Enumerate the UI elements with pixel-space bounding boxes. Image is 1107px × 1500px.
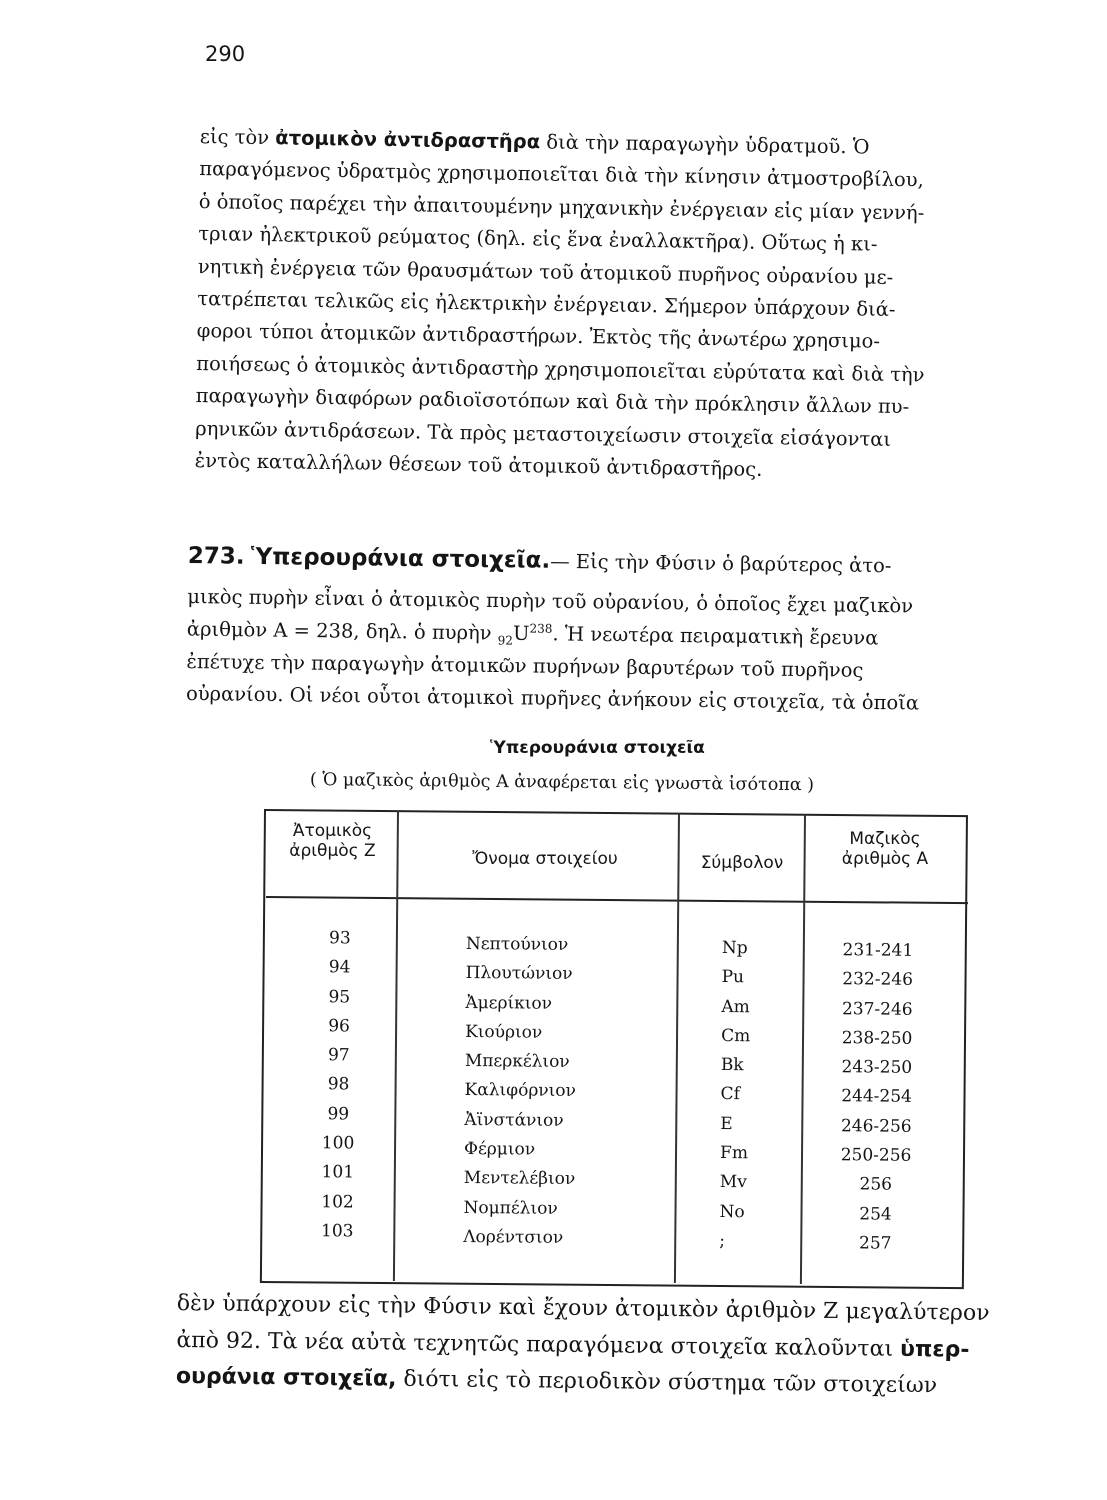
cell-name: Πλουτώνιον xyxy=(465,963,573,985)
cell-name: Μεντελέβιον xyxy=(463,1168,576,1190)
cell-symbol: Bk xyxy=(720,1055,744,1076)
text-line: ἀπὸ 92. Τὰ νέα αὐτὰ τεχνητῶς παραγόμενα στοιχεῖα καλοῦνται ὑπερ- xyxy=(176,1327,970,1363)
text-line: ἀριθμὸν Α = 238, δηλ. ὁ πυρὴν $_{92}U^{238}$. Ἡ νεωτέρα πειραματικὴ ἔρευνα xyxy=(186,617,879,650)
cell-symbol: Pu xyxy=(721,967,745,988)
section-transuranium xyxy=(186,544,921,725)
cell-name: Νομπέλιον xyxy=(463,1197,558,1219)
table-title: Ὑπερουράνια στοιχεῖα xyxy=(490,738,705,758)
cell-z: 97 xyxy=(327,1045,350,1066)
text-line: εἰς τὸν ἀτομικὸν ἀντιδραστῆρα διὰ τὴν παραγωγὴν ὑδρατμοῦ. Ὁ xyxy=(199,125,870,159)
cell-mass: 244-254 xyxy=(841,1086,912,1108)
cell-mass: 254 xyxy=(859,1204,892,1225)
text-line: οὐρανίου. Οἱ νέοι οὗτοι ἀτομικοὶ πυρῆνες ἀνήκουν εἰς στοιχεῖα, τὰ ὁποῖα xyxy=(185,682,920,715)
table-subtitle: ( Ὁ μαζικὸς ἀριθμὸς Α ἀναφέρεται εἰς γνωστὰ ἰσότοπα ) xyxy=(309,770,815,796)
cell-z: 95 xyxy=(328,986,351,1008)
cell-symbol: Cf xyxy=(720,1084,740,1105)
text-line: μικὸς πυρὴν εἶναι ὁ ἀτομικὸς πυρὴν τοῦ οὐρανίου, ὁ ὁποῖος ἔχει μαζικὸν xyxy=(187,584,914,618)
cell-symbol: ; xyxy=(719,1230,726,1252)
cell-mass: 237-246 xyxy=(841,998,913,1020)
cell-symbol: Np xyxy=(721,937,748,959)
bold-term: ουράνια στοιχεῖα, xyxy=(175,1363,397,1392)
text-line: τριαν ἠλεκτρικοῦ ρεύματος (δηλ. εἰς ἕνα ἐναλλακτῆρα). Οὕτως ἡ κι- xyxy=(198,222,878,256)
section-number: 273. xyxy=(187,543,245,570)
cell-z: 99 xyxy=(327,1104,350,1125)
text-line: ποιήσεως ὁ ἀτομικὸς ἀντιδραστὴρ χρησιμοποιεῖται εὐρύτατα καὶ διὰ τὴν xyxy=(196,351,925,387)
cell-z: 103 xyxy=(320,1221,354,1242)
header-symbol: Σύμβολον xyxy=(700,853,784,873)
cell-mass: 231-241 xyxy=(842,940,914,961)
paragraph-reactor xyxy=(194,126,928,494)
cell-mass: 250-256 xyxy=(840,1145,912,1166)
cell-name: Ἀϊνστάνιον xyxy=(464,1109,564,1131)
cell-name: Φέρμιον xyxy=(464,1139,536,1160)
section-title: Ὑπερουράνια στοιχεῖα. xyxy=(250,543,551,574)
text-line: τατρέπεται τελικῶς εἰς ἠλεκτρικὴν ἐνέργειαν. Σήμερον ὑπάρχουν διά- xyxy=(197,286,896,321)
cell-z: 93 xyxy=(328,928,351,949)
cell-z: 100 xyxy=(321,1133,355,1154)
cell-mass: 243-250 xyxy=(841,1057,913,1079)
text-line: νητικὴ ἐνέργεια τῶν θραυσμάτων τοῦ ἀτομικοῦ πυρῆνος οὐρανίου με- xyxy=(197,254,894,289)
text-line: ὁ ὁποῖος παρέχει τὴν ἀπαιτουμένην μηχανικὴν ἐνέργειαν εἰς μίαν γεννή- xyxy=(198,189,925,225)
header-mass-number: Μαζικὸς ἀριθμὸς Α xyxy=(841,829,929,869)
header-element-name: Ὄνομα στοιχείου xyxy=(472,849,618,869)
cell-name: Μπερκέλιον xyxy=(464,1051,570,1073)
cell-mass: 246-256 xyxy=(840,1115,912,1137)
text-line: παραγωγὴν διαφόρων ραδιοϊσοτόπων καὶ διὰ τὴν πρόκλησιν ἄλλων πυ- xyxy=(195,384,910,419)
cell-z: 98 xyxy=(327,1074,350,1095)
column-symbols xyxy=(719,934,751,1257)
cell-z: 102 xyxy=(321,1191,354,1213)
text-line: ουράνια στοιχεῖα, διότι εἰς τὸ περιοδικὸν σύστημα τῶν στοιχείων xyxy=(175,1363,938,1399)
cell-name: Καλιφόρνιον xyxy=(464,1080,577,1102)
column-mass-numbers xyxy=(815,936,938,1259)
cell-symbol: Fm xyxy=(720,1143,749,1164)
text-line: δὲν ὑπάρχουν εἰς τὴν Φύσιν καὶ ἔχουν ἀτομικὸν ἀριθμὸν Ζ μεγαλύτερον xyxy=(176,1291,990,1326)
text-line: ἐπέτυχε τὴν παραγωγὴν ἀτομικῶν πυρήνων βαρυτέρων τοῦ πυρῆνος xyxy=(186,649,864,682)
cell-mass: 232-246 xyxy=(842,969,914,991)
cell-symbol: E xyxy=(720,1113,733,1134)
paragraph-conclusion xyxy=(176,1292,990,1411)
cell-z: 96 xyxy=(328,1016,351,1037)
cell-z: 94 xyxy=(328,957,351,978)
page-number: 290 xyxy=(205,42,246,66)
bold-term: ὑπερ- xyxy=(899,1336,970,1363)
cell-symbol: Am xyxy=(721,996,750,1017)
cell-name: Ἀμερίκιον xyxy=(465,992,553,1014)
section-heading-line: 273. Ὑπερουράνια στοιχεῖα.— Εἰς τὴν Φύσιν ὁ βαρύτερος ἀτο- xyxy=(187,543,892,578)
cell-symbol: Cm xyxy=(721,1025,751,1047)
text-line: παραγόμενος ὑδρατμὸς χρησιμοποιεῖται διὰ τὴν κίνησιν ἀτμοστροβίλου, xyxy=(199,157,924,192)
column-element-names xyxy=(463,930,577,1253)
cell-mass: 256 xyxy=(859,1174,893,1196)
cell-name: Κιούριον xyxy=(465,1021,543,1043)
cell-symbol: Mv xyxy=(719,1172,747,1193)
text-line: φοροι τύποι ἀτομικῶν ἀντιδραστήρων. Ἐκτὸς τῆς ἀνωτέρω χρησιμο- xyxy=(196,319,881,354)
cell-name: Νεπτούνιον xyxy=(465,933,569,955)
cell-symbol: No xyxy=(719,1201,745,1222)
cell-name: Λορέντσιον xyxy=(463,1226,564,1248)
bold-term: ἀτομικὸν ἀντιδραστῆρα xyxy=(275,126,541,154)
cell-z: 101 xyxy=(321,1162,355,1183)
cell-mass: 238-250 xyxy=(841,1028,913,1049)
text-line: ἐντὸς καταλλήλων θέσεων τοῦ ἀτομικοῦ ἀντιδραστῆρος. xyxy=(194,448,763,481)
header-atomic-number: Ἀτομικὸς ἀριθμὸς Ζ xyxy=(289,821,376,861)
cell-mass: 257 xyxy=(858,1233,892,1254)
column-atomic-numbers xyxy=(297,924,380,1247)
text-line: ρηνικῶν ἀντιδράσεων. Τὰ πρὸς μεταστοιχείωσιν στοιχεῖα εἰσάγονται xyxy=(195,416,892,451)
